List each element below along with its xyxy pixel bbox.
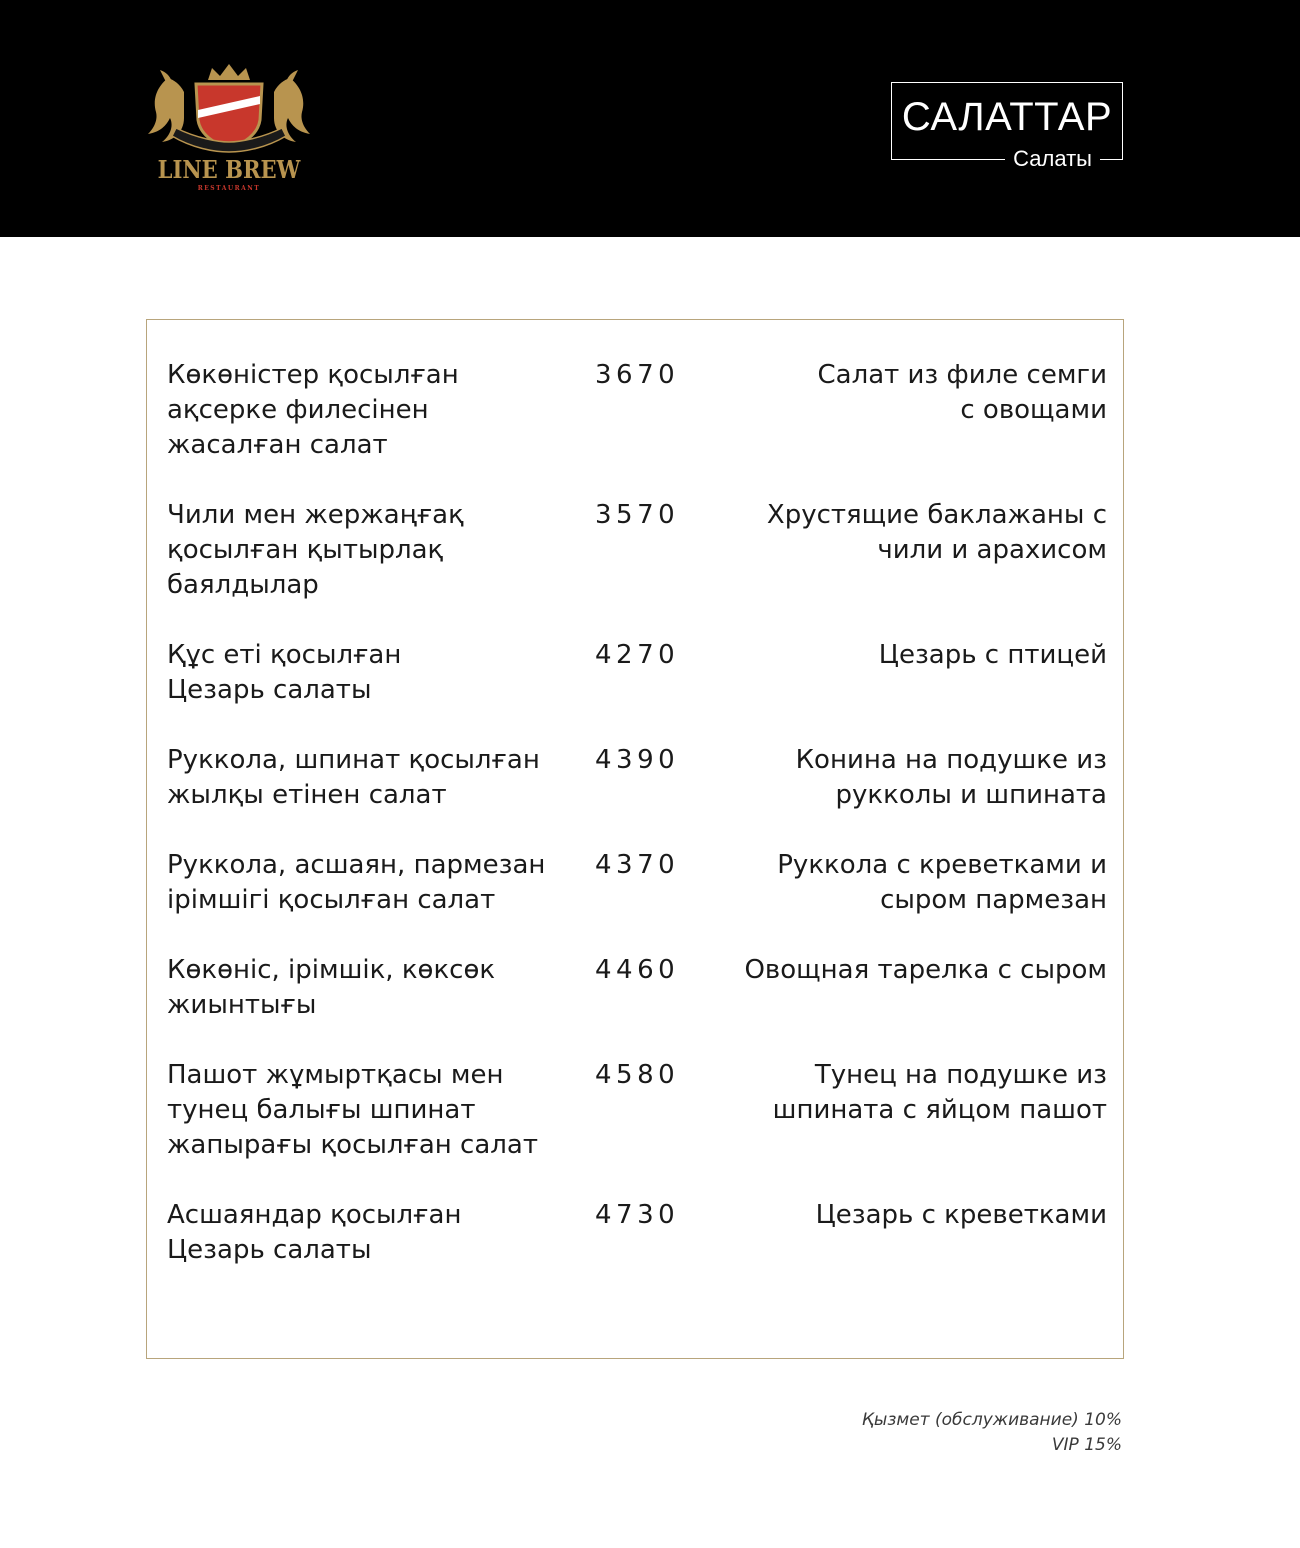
item-price: 4370	[595, 850, 680, 880]
brand-subtitle: RESTAURANT	[197, 185, 261, 192]
item-name-ru: Цезарь с креветками	[815, 1200, 1107, 1230]
service-charge-text: Қызмет (обслуживание) 10%	[861, 1410, 1122, 1430]
section-title-ru: Салаты	[1005, 147, 1100, 171]
item-name-kz: Руккола, асшаян, пармезан ірімшігі қосылған салат	[167, 850, 546, 915]
header-bar	[0, 0, 1300, 237]
menu-frame	[146, 319, 1124, 1359]
section-title-box	[891, 82, 1123, 171]
item-price: 3670	[595, 360, 680, 390]
item-name-ru: Хрустящие баклажаны с чили и арахисом	[766, 500, 1107, 565]
item-name-kz: Көкөніс, ірімшік, көксөк жиынтығы	[167, 955, 496, 1020]
item-name-ru: Овощная тарелка с сыром	[744, 955, 1107, 985]
item-name-ru: Цезарь с птицей	[878, 640, 1107, 670]
item-name-kz: Көкөністер қосылған ақсерке филесінен жасалған салат	[167, 360, 459, 460]
item-name-ru: Тунец на подушке из шпината с яйцом пашот	[772, 1060, 1107, 1125]
item-name-kz: Чили мен жержаңғақ қосылған қытырлақ баялдылар	[167, 500, 464, 600]
item-name-kz: Пашот жұмыртқасы мен тунец балығы шпинат жапырағы қосылған салат	[167, 1060, 538, 1160]
item-price: 4580	[595, 1060, 680, 1090]
item-price: 4390	[595, 745, 680, 775]
item-name-kz: Асшаяндар қосылған Цезарь салаты	[167, 1200, 462, 1265]
item-price: 4270	[595, 640, 680, 670]
vip-charge-text: VIP 15%	[1051, 1435, 1122, 1455]
item-name-kz: Құс еті қосылған Цезарь салаты	[167, 640, 402, 705]
item-price: 3570	[595, 500, 680, 530]
item-name-kz: Руккола, шпинат қосылған жылқы етінен салат	[167, 745, 540, 810]
item-price: 4460	[595, 955, 680, 985]
item-name-ru: Салат из филе семги с овощами	[817, 360, 1107, 425]
service-note	[862, 1408, 1122, 1458]
item-price: 4730	[595, 1200, 680, 1230]
brand-name: LINE BREW	[157, 155, 301, 184]
brand-logo	[140, 58, 318, 198]
crest-icon	[140, 58, 318, 158]
item-name-ru: Руккола с креветками и сыром пармезан	[777, 850, 1107, 915]
item-name-ru: Конина на подушке из рукколы и шпината	[795, 745, 1107, 810]
section-title-kz: САЛАТТАР	[901, 95, 1113, 139]
